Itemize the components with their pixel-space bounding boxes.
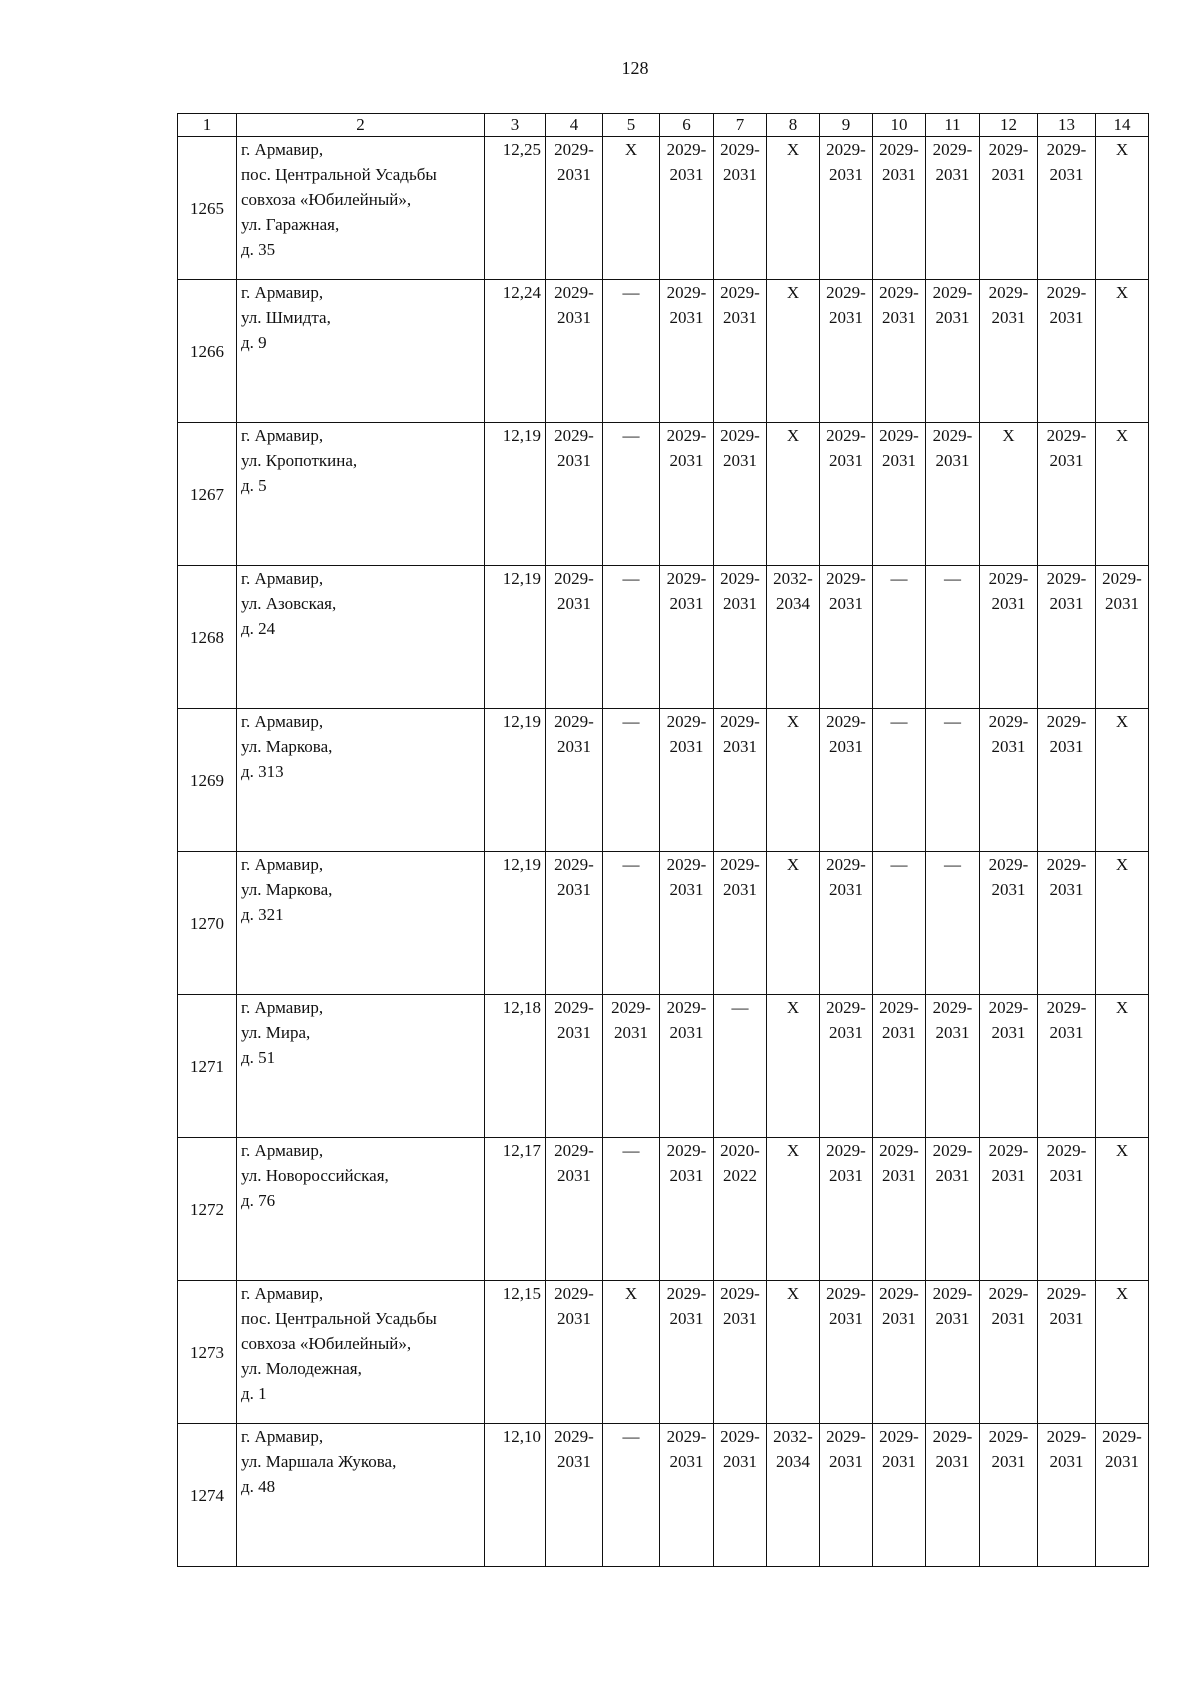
period-cell-col-8: X <box>767 1138 820 1281</box>
period-cell-col-5: — <box>603 566 660 709</box>
row-number: 1266 <box>178 280 237 423</box>
column-header-2: 2 <box>237 114 485 137</box>
period-cell-col-4: 2029- 2031 <box>546 1424 603 1567</box>
period-cell-col-9: 2029- 2031 <box>820 1138 873 1281</box>
period-cell-col-8: 2032- 2034 <box>767 566 820 709</box>
period-cell-col-10: — <box>873 709 926 852</box>
period-cell-col-14: X <box>1096 1281 1149 1424</box>
period-cell-col-14: X <box>1096 852 1149 995</box>
column-header-9: 9 <box>820 114 873 137</box>
period-cell-col-4: 2029- 2031 <box>546 1281 603 1424</box>
area-cell: 12,17 <box>485 1138 546 1281</box>
period-cell-col-10: — <box>873 566 926 709</box>
area-cell: 12,24 <box>485 280 546 423</box>
period-cell-col-8: X <box>767 995 820 1138</box>
period-cell-col-12: 2029- 2031 <box>980 1281 1038 1424</box>
table-row <box>178 1424 1149 1567</box>
period-cell-col-13: 2029- 2031 <box>1038 137 1096 280</box>
period-cell-col-14: X <box>1096 709 1149 852</box>
area-cell: 12,18 <box>485 995 546 1138</box>
area-cell: 12,19 <box>485 423 546 566</box>
table-row <box>178 566 1149 709</box>
period-cell-col-10: 2029- 2031 <box>873 995 926 1138</box>
period-cell-col-8: X <box>767 280 820 423</box>
period-cell-col-11: 2029- 2031 <box>926 1281 980 1424</box>
column-header-11: 11 <box>926 114 980 137</box>
period-cell-col-4: 2029- 2031 <box>546 566 603 709</box>
period-cell-col-9: 2029- 2031 <box>820 852 873 995</box>
address-cell: г. Армавир, ул. Маркова, д. 321 <box>237 852 485 995</box>
period-cell-col-8: X <box>767 137 820 280</box>
table-row <box>178 709 1149 852</box>
period-cell-col-7: 2029- 2031 <box>714 566 767 709</box>
column-header-1: 1 <box>178 114 237 137</box>
address-cell: г. Армавир, пос. Центральной Усадьбы совхоза «Юбилейный», ул. Молодежная, д. 1 <box>237 1281 485 1424</box>
period-cell-col-11: 2029- 2031 <box>926 1424 980 1567</box>
period-cell-col-5: — <box>603 709 660 852</box>
period-cell-col-6: 2029- 2031 <box>660 1281 714 1424</box>
row-number: 1265 <box>178 137 237 280</box>
period-cell-col-6: 2029- 2031 <box>660 852 714 995</box>
period-cell-col-8: X <box>767 1281 820 1424</box>
row-number: 1269 <box>178 709 237 852</box>
period-cell-col-6: 2029- 2031 <box>660 280 714 423</box>
row-number: 1273 <box>178 1281 237 1424</box>
table-row <box>178 280 1149 423</box>
row-number: 1270 <box>178 852 237 995</box>
period-cell-col-4: 2029- 2031 <box>546 852 603 995</box>
period-cell-col-13: 2029- 2031 <box>1038 1138 1096 1281</box>
column-header-7: 7 <box>714 114 767 137</box>
period-cell-col-8: X <box>767 852 820 995</box>
row-number: 1271 <box>178 995 237 1138</box>
register-table <box>177 113 1149 1567</box>
area-cell: 12,15 <box>485 1281 546 1424</box>
table-row <box>178 852 1149 995</box>
period-cell-col-8: X <box>767 709 820 852</box>
period-cell-col-11: 2029- 2031 <box>926 995 980 1138</box>
address-cell: г. Армавир, ул. Азовская, д. 24 <box>237 566 485 709</box>
period-cell-col-7: — <box>714 995 767 1138</box>
column-header-6: 6 <box>660 114 714 137</box>
period-cell-col-13: 2029- 2031 <box>1038 1424 1096 1567</box>
table-row <box>178 995 1149 1138</box>
table-row <box>178 1138 1149 1281</box>
period-cell-col-8: 2032- 2034 <box>767 1424 820 1567</box>
area-cell: 12,25 <box>485 137 546 280</box>
period-cell-col-4: 2029- 2031 <box>546 995 603 1138</box>
period-cell-col-6: 2029- 2031 <box>660 1138 714 1281</box>
address-cell: г. Армавир, ул. Новороссийская, д. 76 <box>237 1138 485 1281</box>
period-cell-col-6: 2029- 2031 <box>660 709 714 852</box>
table-row <box>178 423 1149 566</box>
row-number: 1267 <box>178 423 237 566</box>
period-cell-col-13: 2029- 2031 <box>1038 566 1096 709</box>
period-cell-col-5: — <box>603 423 660 566</box>
period-cell-col-10: — <box>873 852 926 995</box>
period-cell-col-11: 2029- 2031 <box>926 1138 980 1281</box>
period-cell-col-6: 2029- 2031 <box>660 995 714 1138</box>
period-cell-col-14: X <box>1096 137 1149 280</box>
period-cell-col-5: X <box>603 137 660 280</box>
period-cell-col-5: — <box>603 852 660 995</box>
period-cell-col-9: 2029- 2031 <box>820 1424 873 1567</box>
row-number: 1272 <box>178 1138 237 1281</box>
period-cell-col-7: 2029- 2031 <box>714 852 767 995</box>
column-header-12: 12 <box>980 114 1038 137</box>
address-cell: г. Армавир, ул. Мира, д. 51 <box>237 995 485 1138</box>
period-cell-col-11: — <box>926 852 980 995</box>
period-cell-col-7: 2029- 2031 <box>714 423 767 566</box>
period-cell-col-5: — <box>603 1424 660 1567</box>
period-cell-col-7: 2029- 2031 <box>714 1424 767 1567</box>
page-number: 128 <box>621 58 649 78</box>
period-cell-col-13: 2029- 2031 <box>1038 709 1096 852</box>
period-cell-col-5: 2029- 2031 <box>603 995 660 1138</box>
period-cell-col-11: 2029- 2031 <box>926 423 980 566</box>
period-cell-col-10: 2029- 2031 <box>873 423 926 566</box>
period-cell-col-5: — <box>603 1138 660 1281</box>
period-cell-col-9: 2029- 2031 <box>820 709 873 852</box>
period-cell-col-14: X <box>1096 1138 1149 1281</box>
period-cell-col-12: 2029- 2031 <box>980 995 1038 1138</box>
period-cell-col-6: 2029- 2031 <box>660 137 714 280</box>
area-cell: 12,19 <box>485 709 546 852</box>
period-cell-col-6: 2029- 2031 <box>660 566 714 709</box>
period-cell-col-11: — <box>926 709 980 852</box>
period-cell-col-14: 2029- 2031 <box>1096 566 1149 709</box>
column-header-4: 4 <box>546 114 603 137</box>
period-cell-col-13: 2029- 2031 <box>1038 1281 1096 1424</box>
period-cell-col-7: 2029- 2031 <box>714 137 767 280</box>
period-cell-col-9: 2029- 2031 <box>820 566 873 709</box>
period-cell-col-14: 2029- 2031 <box>1096 1424 1149 1567</box>
row-number: 1274 <box>178 1424 237 1567</box>
period-cell-col-12: X <box>980 423 1038 566</box>
area-cell: 12,10 <box>485 1424 546 1567</box>
period-cell-col-4: 2029- 2031 <box>546 1138 603 1281</box>
address-cell: г. Армавир, ул. Кропоткина, д. 5 <box>237 423 485 566</box>
period-cell-col-11: — <box>926 566 980 709</box>
header-row <box>178 114 1149 137</box>
period-cell-col-14: X <box>1096 423 1149 566</box>
period-cell-col-7: 2029- 2031 <box>714 709 767 852</box>
period-cell-col-9: 2029- 2031 <box>820 995 873 1138</box>
address-cell: г. Армавир, пос. Центральной Усадьбы совхоза «Юбилейный», ул. Гаражная, д. 35 <box>237 137 485 280</box>
period-cell-col-6: 2029- 2031 <box>660 423 714 566</box>
period-cell-col-8: X <box>767 423 820 566</box>
period-cell-col-12: 2029- 2031 <box>980 137 1038 280</box>
period-cell-col-13: 2029- 2031 <box>1038 995 1096 1138</box>
area-cell: 12,19 <box>485 566 546 709</box>
period-cell-col-9: 2029- 2031 <box>820 280 873 423</box>
address-cell: г. Армавир, ул. Маркова, д. 313 <box>237 709 485 852</box>
period-cell-col-13: 2029- 2031 <box>1038 280 1096 423</box>
row-number: 1268 <box>178 566 237 709</box>
column-header-3: 3 <box>485 114 546 137</box>
column-header-8: 8 <box>767 114 820 137</box>
period-cell-col-12: 2029- 2031 <box>980 280 1038 423</box>
period-cell-col-9: 2029- 2031 <box>820 1281 873 1424</box>
period-cell-col-5: — <box>603 280 660 423</box>
period-cell-col-10: 2029- 2031 <box>873 1424 926 1567</box>
column-header-10: 10 <box>873 114 926 137</box>
column-header-14: 14 <box>1096 114 1149 137</box>
table-body <box>178 137 1149 1567</box>
period-cell-col-7: 2029- 2031 <box>714 280 767 423</box>
address-cell: г. Армавир, ул. Маршала Жукова, д. 48 <box>237 1424 485 1567</box>
period-cell-col-9: 2029- 2031 <box>820 137 873 280</box>
period-cell-col-12: 2029- 2031 <box>980 1138 1038 1281</box>
period-cell-col-12: 2029- 2031 <box>980 1424 1038 1567</box>
period-cell-col-10: 2029- 2031 <box>873 280 926 423</box>
period-cell-col-13: 2029- 2031 <box>1038 423 1096 566</box>
period-cell-col-4: 2029- 2031 <box>546 709 603 852</box>
period-cell-col-10: 2029- 2031 <box>873 1138 926 1281</box>
period-cell-col-11: 2029- 2031 <box>926 137 980 280</box>
period-cell-col-5: X <box>603 1281 660 1424</box>
period-cell-col-4: 2029- 2031 <box>546 280 603 423</box>
area-cell: 12,19 <box>485 852 546 995</box>
column-header-13: 13 <box>1038 114 1096 137</box>
table-row <box>178 137 1149 280</box>
column-header-5: 5 <box>603 114 660 137</box>
address-cell: г. Армавир, ул. Шмидта, д. 9 <box>237 280 485 423</box>
period-cell-col-9: 2029- 2031 <box>820 423 873 566</box>
period-cell-col-4: 2029- 2031 <box>546 423 603 566</box>
period-cell-col-14: X <box>1096 995 1149 1138</box>
period-cell-col-6: 2029- 2031 <box>660 1424 714 1567</box>
period-cell-col-10: 2029- 2031 <box>873 137 926 280</box>
period-cell-col-12: 2029- 2031 <box>980 852 1038 995</box>
period-cell-col-12: 2029- 2031 <box>980 709 1038 852</box>
period-cell-col-14: X <box>1096 280 1149 423</box>
period-cell-col-13: 2029- 2031 <box>1038 852 1096 995</box>
period-cell-col-12: 2029- 2031 <box>980 566 1038 709</box>
period-cell-col-10: 2029- 2031 <box>873 1281 926 1424</box>
period-cell-col-7: 2020- 2022 <box>714 1138 767 1281</box>
period-cell-col-11: 2029- 2031 <box>926 280 980 423</box>
table-row <box>178 1281 1149 1424</box>
period-cell-col-4: 2029- 2031 <box>546 137 603 280</box>
period-cell-col-7: 2029- 2031 <box>714 1281 767 1424</box>
